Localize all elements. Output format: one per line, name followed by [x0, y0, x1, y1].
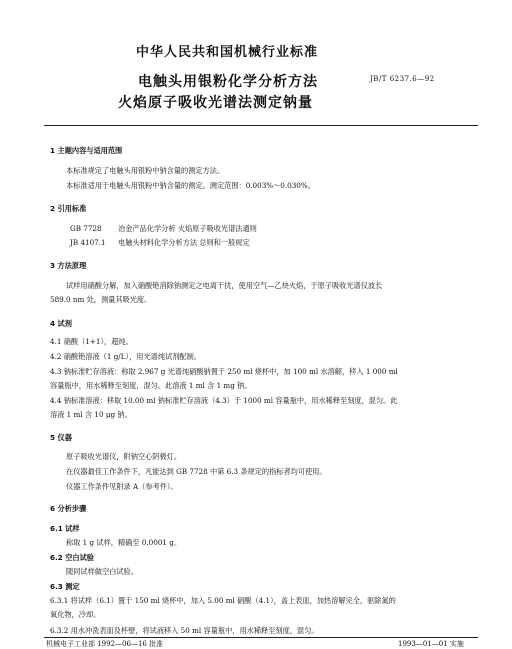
- reagent-4-4-line-2: 溶液 1 ml 含 10 μg 钠。: [50, 410, 132, 419]
- section-1-para-1: 本标准规定了电触头用银粉中钠含量的测定方法。: [66, 166, 225, 175]
- subsection-6-3-heading: 6.3 测定: [50, 582, 80, 591]
- approval-note: 机械电子工业部 1992—06—16 批准: [46, 640, 164, 648]
- section-3-heading: 3 方法原理: [50, 261, 87, 270]
- reagent-4-1: 4.1 硝酸（1+1），超纯。: [50, 337, 133, 346]
- section-6-heading: 6 分析步骤: [50, 504, 87, 513]
- reagent-4-3-line-1: 4.3 钠标准贮存溶液：称取 2.967 g 光谱纯硝酸钠置于 250 ml 烧杯中，加 100 ml 水溶解，移入 1 000 ml: [50, 367, 398, 376]
- subsection-6-1-heading: 6.1 试样: [50, 524, 80, 533]
- reagent-4-2: 4.2 硝酸铯溶液（1 g/L），用光谱纯试剂配制。: [50, 352, 201, 361]
- reference-1-code: GB 7728: [70, 224, 102, 233]
- section-5-heading: 5 仪器: [50, 433, 72, 442]
- section-4-heading: 4 试剂: [50, 319, 72, 328]
- section-3-para-line-2: 589.0 nm 处，测量其吸光度。: [50, 295, 152, 304]
- subsection-6-2-para: 随同试样做空白试验。: [66, 567, 138, 576]
- step-6-3-1-line-2: 氧化物，冷却。: [50, 610, 101, 619]
- reagent-4-4-line-1: 4.4 钠标准溶液：移取 10.00 ml 钠标准贮存溶液（4.3）于 1000 ml 容量瓶中，用水稀释至刻度，混匀。此: [50, 396, 398, 405]
- step-6-3-2: 6.3.2 用水冲洗表皿及杯壁，将试液移入 50 ml 容量瓶中，用水稀释至刻度，混匀。: [50, 626, 319, 635]
- reference-1-title: 冶金产品化学分析 火焰原子吸收光谱法通则: [118, 224, 257, 233]
- standard-number: JB/T 6237.6—92: [370, 75, 435, 83]
- section-1-para-2: 本标准适用于电触头用银粉中钠含量的测定。测定范围：0.003%～0.030%。: [66, 181, 315, 190]
- footer-divider: [44, 637, 478, 638]
- section-1-heading: 1 主题内容与适用范围: [50, 146, 123, 155]
- implementation-date: 1993—01—01 实施: [398, 640, 464, 648]
- section-3-para-line-1: 试样用硝酸分解，加入硝酸铯消除钠测定之电离干扰，使用空气—乙炔火焰，于原子吸收光谱仪波长: [66, 281, 383, 290]
- section-5-para-1: 原子吸收光谱仪，附钠空心阴极灯。: [66, 452, 182, 461]
- section-2-heading: 2 引用标准: [50, 204, 87, 213]
- document-title-line2: 火焰原子吸收光谱法测定钠量: [118, 95, 313, 111]
- reference-2-title: 电触头材料化学分析方法 总则和一般规定: [118, 238, 250, 247]
- section-5-para-2: 在仪器最佳工作条件下，凡能达到 GB 7728 中第 6.3 条规定的指标者均可使用。: [66, 467, 327, 476]
- step-6-3-1-line-1: 6.3.1 将试样（6.1）置于 150 ml 烧杯中，加入 5.00 ml 硝酸（4.1），盖上表皿，加热溶解完全，驱除氮的: [50, 596, 396, 605]
- issuing-organization: 中华人民共和国机械行业标准: [136, 45, 319, 60]
- reference-2-code: JB 4107.1: [70, 238, 106, 247]
- subsection-6-2-heading: 6.2 空白试验: [50, 553, 94, 562]
- section-5-para-3: 仪器工作条件见附录 A（参考件）。: [66, 482, 178, 491]
- document-title-line1: 电触头用银粉化学分析方法: [138, 74, 318, 90]
- reagent-4-3-line-2: 容量瓶中，用水稀释至刻度，混匀。此溶液 1 ml 含 1 mg 钠。: [50, 381, 252, 390]
- subsection-6-1-para: 称取 1 g 试样，精确至 0.0001 g。: [66, 538, 182, 547]
- title-divider: [44, 125, 478, 126]
